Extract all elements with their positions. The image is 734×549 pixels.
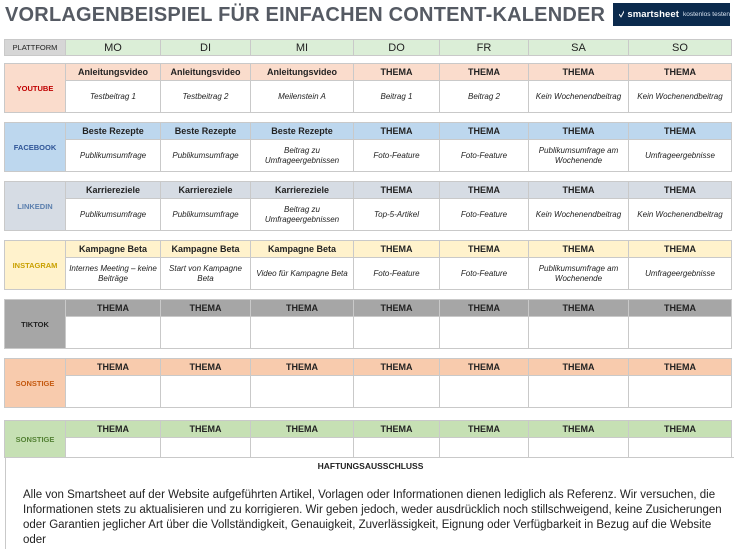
post-cell[interactable]: Meilenstein A <box>251 81 354 113</box>
day-header: MI <box>251 40 354 56</box>
post-cell[interactable]: Foto-Feature <box>354 258 440 290</box>
topic-cell[interactable]: THEMA <box>529 359 629 376</box>
topic-cell[interactable]: THEMA <box>66 300 161 317</box>
post-cell[interactable]: Foto-Feature <box>440 140 529 172</box>
post-cell[interactable] <box>440 376 529 408</box>
topic-cell[interactable]: THEMA <box>629 241 732 258</box>
post-cell[interactable]: Publikumsumfrage <box>66 199 161 231</box>
post-cell[interactable] <box>629 376 732 408</box>
day-header: FR <box>440 40 529 56</box>
topic-cell[interactable]: Kampagne Beta <box>66 241 161 258</box>
post-cell[interactable] <box>161 376 251 408</box>
post-cell[interactable]: Kein Wochenendbeitrag <box>629 199 732 231</box>
topic-cell[interactable]: Beste Rezepte <box>161 123 251 140</box>
post-cell[interactable]: Publikumsumfrage <box>66 140 161 172</box>
platform-label: SONSTIGE <box>5 359 66 408</box>
topic-cell[interactable]: Kampagne Beta <box>251 241 354 258</box>
post-cell[interactable] <box>354 317 440 349</box>
post-cell[interactable] <box>529 376 629 408</box>
topic-cell[interactable]: THEMA <box>529 123 629 140</box>
post-cell[interactable]: Publikumsumfrage <box>161 140 251 172</box>
platform-label: FACEBOOK <box>5 123 66 172</box>
post-cell[interactable] <box>529 317 629 349</box>
platform-block-linkedin <box>4 181 732 231</box>
topic-cell[interactable]: THEMA <box>251 359 354 376</box>
topic-cell[interactable]: Beste Rezepte <box>66 123 161 140</box>
post-cell[interactable]: Testbeitrag 1 <box>66 81 161 113</box>
platform-label: TIKTOK <box>5 300 66 349</box>
post-cell[interactable] <box>354 376 440 408</box>
topic-cell[interactable]: Karriereziele <box>251 182 354 199</box>
topic-cell[interactable]: THEMA <box>66 359 161 376</box>
post-cell[interactable] <box>251 438 354 458</box>
page-title: VORLAGENBEISPIEL FÜR EINFACHEN CONTENT-KALENDER <box>5 4 606 26</box>
post-cell[interactable]: Beitrag zu Umfrageergebnissen <box>251 199 354 231</box>
post-cell[interactable]: Foto-Feature <box>440 199 529 231</box>
brand-name: smartsheet <box>627 9 680 20</box>
topic-cell[interactable]: Anleitungsvideo <box>66 64 161 81</box>
topic-cell[interactable]: THEMA <box>440 359 529 376</box>
platform-block-instagram <box>4 240 732 290</box>
day-header: MO <box>66 40 161 56</box>
day-header-row <box>4 39 732 56</box>
post-cell[interactable]: Testbeitrag 2 <box>161 81 251 113</box>
post-cell[interactable] <box>440 317 529 349</box>
disclaimer-text: Alle von Smartsheet auf der Website aufgeführten Artikel, Vorlagen oder Informationen dienen lediglich als Referenz. Wir versuchen, die Informationen stets zu aktualisieren und zu korrigieren. Wir geben jedoch, weder ausdrücklich noch stillschweigend, keine Zusicherungen oder Garantien jeglicher Art über die Vollständigkeit, Genauigkeit, Zuverlässigkeit, Eignung oder Verfügbarkeit in Bezug auf die Website oder <box>23 489 722 546</box>
topic-cell[interactable]: THEMA <box>354 359 440 376</box>
topic-cell[interactable]: THEMA <box>629 123 732 140</box>
topic-cell[interactable]: THEMA <box>440 300 529 317</box>
topic-cell[interactable]: THEMA <box>529 421 629 438</box>
topic-cell[interactable]: THEMA <box>354 241 440 258</box>
topic-cell[interactable]: THEMA <box>629 182 732 199</box>
topic-cell[interactable]: THEMA <box>354 421 440 438</box>
post-cell[interactable] <box>161 317 251 349</box>
smartsheet-logo[interactable] <box>613 3 730 26</box>
post-cell[interactable]: Beitrag zu Umfrageergebnissen <box>251 140 354 172</box>
topic-cell[interactable]: THEMA <box>529 182 629 199</box>
post-cell[interactable] <box>440 438 529 458</box>
topic-cell[interactable]: THEMA <box>629 64 732 81</box>
topic-cell[interactable]: THEMA <box>529 241 629 258</box>
platform-label: SONSTIGE <box>5 421 66 458</box>
platform-block-youtube <box>4 63 732 113</box>
post-cell[interactable]: Publikumsumfrage <box>161 199 251 231</box>
day-header: DI <box>161 40 251 56</box>
post-cell[interactable]: Foto-Feature <box>440 258 529 290</box>
post-cell[interactable]: Top-5-Artikel <box>354 199 440 231</box>
platform-block-sonstige <box>4 358 732 408</box>
topic-cell[interactable]: THEMA <box>440 241 529 258</box>
post-cell[interactable]: Video für Kampagne Beta <box>251 258 354 290</box>
topic-cell[interactable]: Anleitungsvideo <box>161 64 251 81</box>
post-cell[interactable] <box>66 438 161 458</box>
try-free-link[interactable]: kostenlos testen <box>683 11 730 18</box>
post-cell[interactable]: Foto-Feature <box>354 140 440 172</box>
topic-cell[interactable]: THEMA <box>354 182 440 199</box>
topic-cell[interactable]: THEMA <box>529 64 629 81</box>
day-header: SA <box>529 40 629 56</box>
post-cell[interactable]: Kein Wochenendbeitrag <box>629 81 732 113</box>
topic-cell[interactable]: THEMA <box>629 359 732 376</box>
post-cell[interactable] <box>629 438 732 458</box>
topic-cell[interactable]: THEMA <box>161 421 251 438</box>
smartsheet-check-icon <box>619 9 624 20</box>
day-header: DO <box>354 40 440 56</box>
topic-cell[interactable]: THEMA <box>440 64 529 81</box>
topic-cell[interactable]: Kampagne Beta <box>161 241 251 258</box>
post-cell[interactable]: Kein Wochenendbeitrag <box>529 199 629 231</box>
post-cell[interactable] <box>529 438 629 458</box>
platform-label: INSTAGRAM <box>5 241 66 290</box>
post-cell[interactable] <box>354 438 440 458</box>
post-cell[interactable] <box>161 438 251 458</box>
platform-block-facebook <box>4 122 732 172</box>
post-cell[interactable] <box>66 317 161 349</box>
post-cell[interactable] <box>629 317 732 349</box>
topic-cell[interactable]: THEMA <box>440 421 529 438</box>
topic-cell[interactable]: THEMA <box>161 359 251 376</box>
platform-block-sonstige <box>4 420 732 458</box>
topic-cell[interactable]: THEMA <box>440 182 529 199</box>
platform-label: YOUTUBE <box>5 64 66 113</box>
topic-cell[interactable]: THEMA <box>529 300 629 317</box>
post-cell[interactable]: Publikumsumfrage am Wochenende <box>529 140 629 172</box>
post-cell[interactable] <box>251 317 354 349</box>
topic-cell[interactable]: THEMA <box>161 300 251 317</box>
topic-cell[interactable]: THEMA <box>440 123 529 140</box>
disclaimer-box <box>5 457 734 549</box>
post-cell[interactable]: Kein Wochenendbeitrag <box>529 81 629 113</box>
post-cell[interactable]: Internes Meeting – keine Beiträge <box>66 258 161 290</box>
topic-cell[interactable]: THEMA <box>629 421 732 438</box>
post-cell[interactable] <box>251 376 354 408</box>
topic-cell[interactable]: Beste Rezepte <box>251 123 354 140</box>
topic-cell[interactable]: THEMA <box>354 300 440 317</box>
topic-cell[interactable]: THEMA <box>66 421 161 438</box>
post-cell[interactable]: Umfrageergebnisse <box>629 140 732 172</box>
post-cell[interactable]: Start von Kampagne Beta <box>161 258 251 290</box>
topic-cell[interactable]: THEMA <box>251 300 354 317</box>
topic-cell[interactable]: Anleitungsvideo <box>251 64 354 81</box>
post-cell[interactable]: Beitrag 1 <box>354 81 440 113</box>
topic-cell[interactable]: THEMA <box>354 123 440 140</box>
post-cell[interactable]: Publikumsumfrage am Wochenende <box>529 258 629 290</box>
topic-cell[interactable]: THEMA <box>354 64 440 81</box>
topic-cell[interactable]: Karriereziele <box>161 182 251 199</box>
disclaimer-title: HAFTUNGSAUSSCHLUSS <box>317 461 424 471</box>
platform-column-header: PLATTFORM <box>5 40 66 56</box>
topic-cell[interactable]: THEMA <box>251 421 354 438</box>
topic-cell[interactable]: THEMA <box>629 300 732 317</box>
post-cell[interactable]: Beitrag 2 <box>440 81 529 113</box>
day-header: SO <box>629 40 732 56</box>
platform-block-tiktok <box>4 299 732 349</box>
post-cell[interactable]: Umfrageergebnisse <box>629 258 732 290</box>
post-cell[interactable] <box>66 376 161 408</box>
topic-cell[interactable]: Karriereziele <box>66 182 161 199</box>
platform-label: LINKEDIN <box>5 182 66 231</box>
